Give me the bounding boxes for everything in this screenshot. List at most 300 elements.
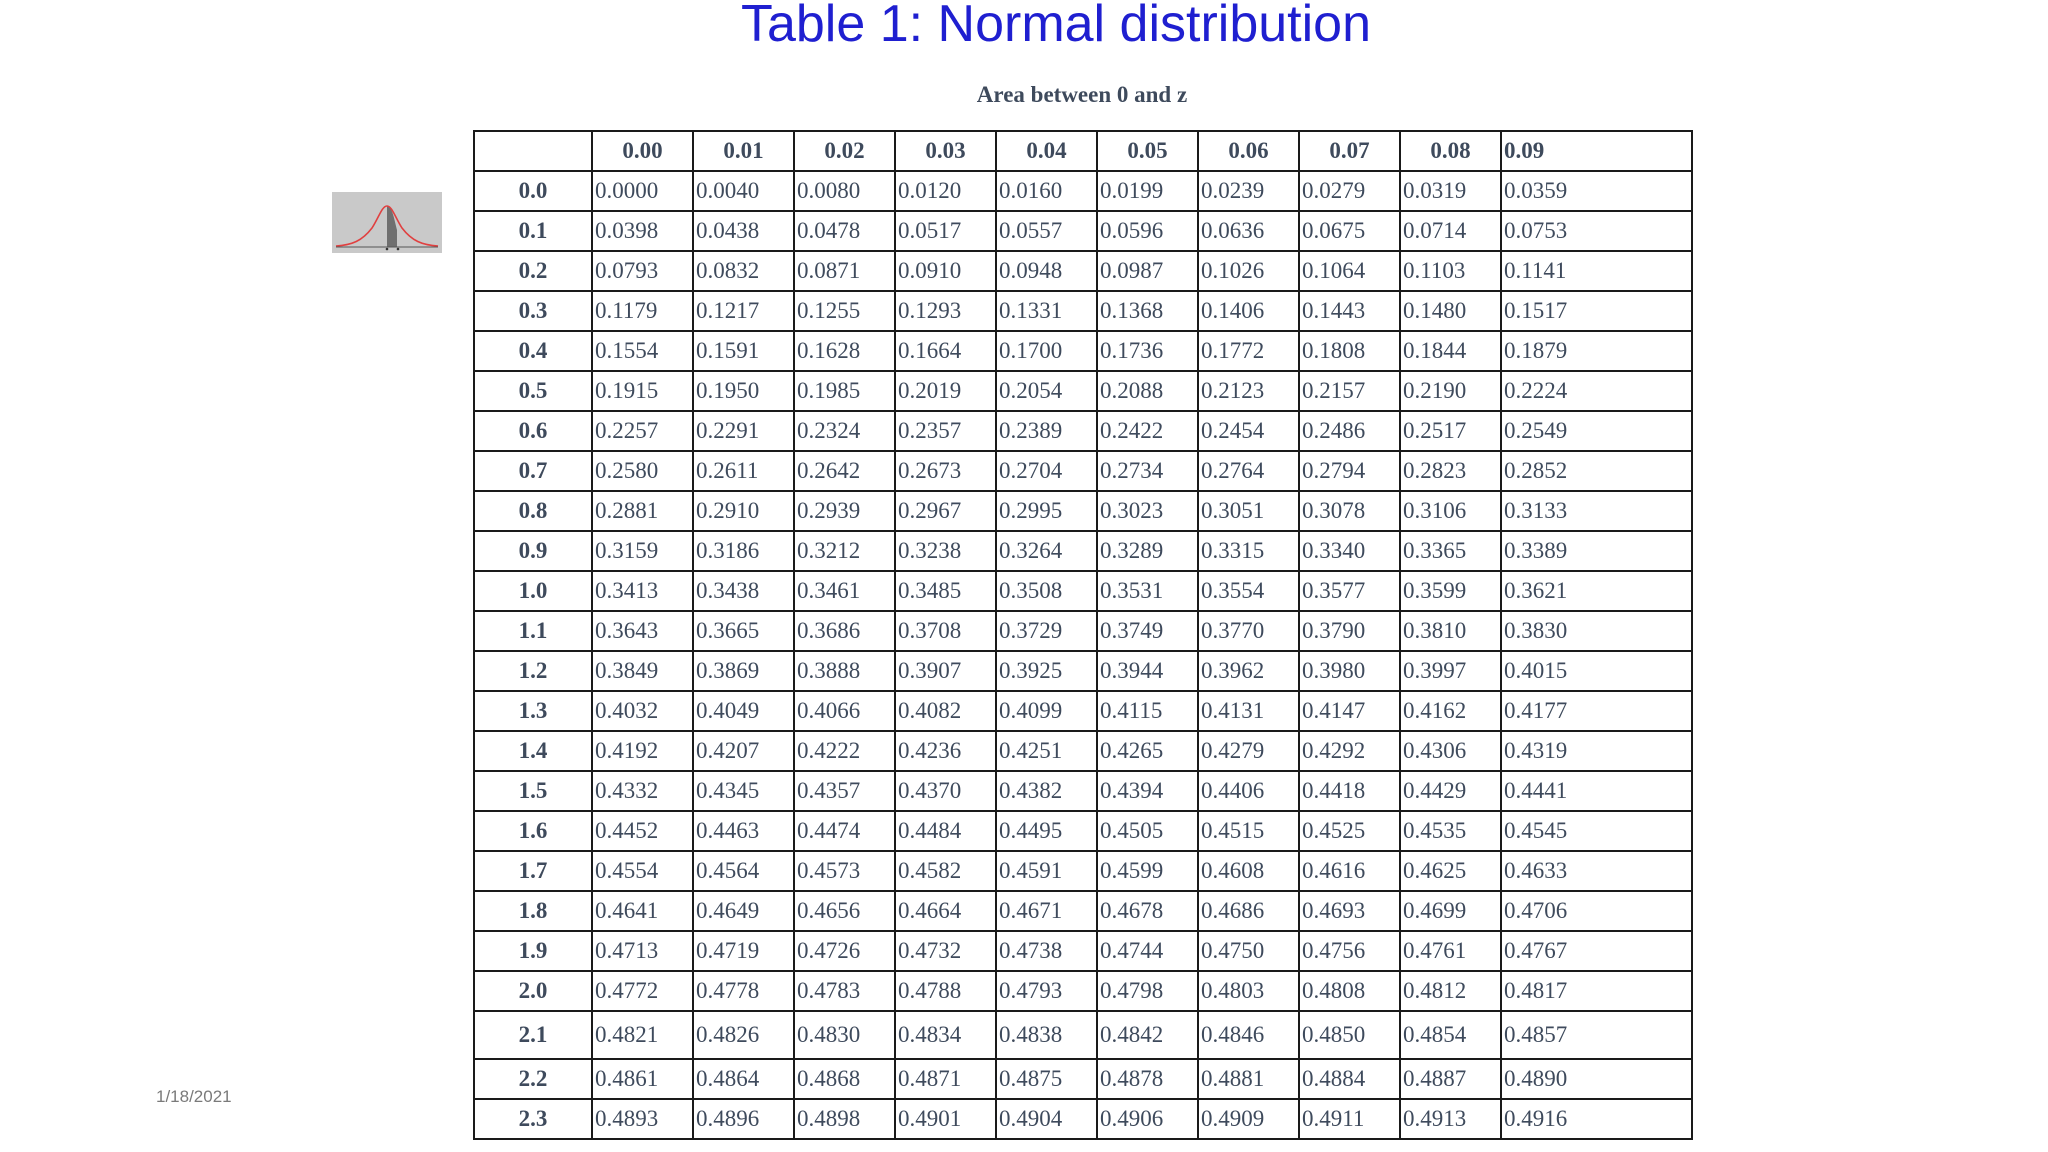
table-cell: 0.2881 [592, 491, 693, 531]
row-header-z: 1.4 [474, 731, 592, 771]
table-row [474, 1011, 1692, 1059]
table-cell: 0.3133 [1501, 491, 1692, 531]
table-cell: 0.4893 [592, 1099, 693, 1139]
table-cell: 0.4846 [1198, 1011, 1299, 1059]
table-cell: 0.2967 [895, 491, 996, 531]
table-cell: 0.4826 [693, 1011, 794, 1059]
table-cell: 0.3264 [996, 531, 1097, 571]
table-cell: 0.2157 [1299, 371, 1400, 411]
table-row [474, 571, 1692, 611]
column-header: 0.08 [1400, 131, 1501, 171]
table-cell: 0.4545 [1501, 811, 1692, 851]
table-cell: 0.3554 [1198, 571, 1299, 611]
table-cell: 0.0910 [895, 251, 996, 291]
table-cell: 0.4916 [1501, 1099, 1692, 1139]
table-cell: 0.1368 [1097, 291, 1198, 331]
table-cell: 0.4693 [1299, 891, 1400, 931]
row-header-z: 0.7 [474, 451, 592, 491]
table-cell: 0.0319 [1400, 171, 1501, 211]
table-cell: 0.2257 [592, 411, 693, 451]
table-cell: 0.2291 [693, 411, 794, 451]
table-cell: 0.0793 [592, 251, 693, 291]
table-cell: 0.2910 [693, 491, 794, 531]
table-cell: 0.4649 [693, 891, 794, 931]
table-cell: 0.3980 [1299, 651, 1400, 691]
table-cell: 0.2939 [794, 491, 895, 531]
table-body [474, 171, 1692, 1139]
table-cell: 0.4868 [794, 1059, 895, 1099]
table-cell: 0.4881 [1198, 1059, 1299, 1099]
table-row [474, 1099, 1692, 1139]
table-cell: 0.4812 [1400, 971, 1501, 1011]
table-cell: 0.0714 [1400, 211, 1501, 251]
table-cell: 0.1844 [1400, 331, 1501, 371]
table-cell: 0.2123 [1198, 371, 1299, 411]
table-cell: 0.4306 [1400, 731, 1501, 771]
table-cell: 0.0987 [1097, 251, 1198, 291]
table-row [474, 691, 1692, 731]
table-cell: 0.1103 [1400, 251, 1501, 291]
table-cell: 0.4834 [895, 1011, 996, 1059]
table-cell: 0.3621 [1501, 571, 1692, 611]
table-cell: 0.2422 [1097, 411, 1198, 451]
table-cell: 0.2764 [1198, 451, 1299, 491]
table-cell: 0.1664 [895, 331, 996, 371]
table-cell: 0.4535 [1400, 811, 1501, 851]
table-cell: 0.4292 [1299, 731, 1400, 771]
normal-curve-thumbnail [332, 192, 442, 253]
table-row [474, 371, 1692, 411]
table-cell: 0.2704 [996, 451, 1097, 491]
table-cell: 0.4066 [794, 691, 895, 731]
row-header-z: 1.1 [474, 611, 592, 651]
table-cell: 0.4767 [1501, 931, 1692, 971]
table-cell: 0.4686 [1198, 891, 1299, 931]
table-cell: 0.1443 [1299, 291, 1400, 331]
row-header-z: 1.6 [474, 811, 592, 851]
table-cell: 0.3708 [895, 611, 996, 651]
table-cell: 0.4671 [996, 891, 1097, 931]
row-header-z: 0.4 [474, 331, 592, 371]
table-row [474, 611, 1692, 651]
table-cell: 0.0636 [1198, 211, 1299, 251]
table-cell: 0.4875 [996, 1059, 1097, 1099]
table-cell: 0.1217 [693, 291, 794, 331]
table-cell: 0.0478 [794, 211, 895, 251]
column-header: 0.05 [1097, 131, 1198, 171]
table-cell: 0.2054 [996, 371, 1097, 411]
table-cell: 0.4406 [1198, 771, 1299, 811]
row-header-z: 2.2 [474, 1059, 592, 1099]
table-row [474, 331, 1692, 371]
table-cell: 0.2324 [794, 411, 895, 451]
table-cell: 0.0199 [1097, 171, 1198, 211]
table-cell: 0.4115 [1097, 691, 1198, 731]
table-cell: 0.3944 [1097, 651, 1198, 691]
table-cell: 0.2486 [1299, 411, 1400, 451]
table-cell: 0.1879 [1501, 331, 1692, 371]
table-cell: 0.4370 [895, 771, 996, 811]
table-cell: 0.3888 [794, 651, 895, 691]
table-cell: 0.2389 [996, 411, 1097, 451]
table-cell: 0.2517 [1400, 411, 1501, 451]
table-cell: 0.4842 [1097, 1011, 1198, 1059]
row-header-z: 1.8 [474, 891, 592, 931]
table-cell: 0.4904 [996, 1099, 1097, 1139]
table-cell: 0.3159 [592, 531, 693, 571]
table-row [474, 171, 1692, 211]
table-cell: 0.1026 [1198, 251, 1299, 291]
column-header: 0.02 [794, 131, 895, 171]
table-cell: 0.0040 [693, 171, 794, 211]
table-cell: 0.1915 [592, 371, 693, 411]
table-cell: 0.3925 [996, 651, 1097, 691]
table-cell: 0.4821 [592, 1011, 693, 1059]
table-cell: 0.4582 [895, 851, 996, 891]
table-cell: 0.4207 [693, 731, 794, 771]
table-cell: 0.4441 [1501, 771, 1692, 811]
table-cell: 0.4778 [693, 971, 794, 1011]
table-cell: 0.4750 [1198, 931, 1299, 971]
table-cell: 0.3461 [794, 571, 895, 611]
column-header: 0.01 [693, 131, 794, 171]
column-header: 0.03 [895, 131, 996, 171]
table-cell: 0.4332 [592, 771, 693, 811]
table-header-row [474, 131, 1692, 171]
table-cell: 0.2611 [693, 451, 794, 491]
table-cell: 0.4817 [1501, 971, 1692, 1011]
table-cell: 0.4554 [592, 851, 693, 891]
row-header-z: 1.7 [474, 851, 592, 891]
table-cell: 0.3665 [693, 611, 794, 651]
table-cell: 0.2794 [1299, 451, 1400, 491]
table-cell: 0.2357 [895, 411, 996, 451]
table-cell: 0.4808 [1299, 971, 1400, 1011]
table-cell: 0.4732 [895, 931, 996, 971]
table-cell: 0.4854 [1400, 1011, 1501, 1059]
table-row [474, 891, 1692, 931]
row-header-z: 1.0 [474, 571, 592, 611]
table-cell: 0.3599 [1400, 571, 1501, 611]
table-cell: 0.3770 [1198, 611, 1299, 651]
table-cell: 0.0557 [996, 211, 1097, 251]
table-cell: 0.4625 [1400, 851, 1501, 891]
row-header-z: 2.3 [474, 1099, 592, 1139]
table-cell: 0.2673 [895, 451, 996, 491]
table-cell: 0.2454 [1198, 411, 1299, 451]
table-subtitle: Area between 0 and z [976, 82, 1188, 107]
table-cell: 0.4394 [1097, 771, 1198, 811]
table-row [474, 851, 1692, 891]
normal-curve-icon [332, 192, 442, 253]
table-cell: 0.4678 [1097, 891, 1198, 931]
table-cell: 0.4744 [1097, 931, 1198, 971]
table-cell: 0.0160 [996, 171, 1097, 211]
row-header-z: 0.9 [474, 531, 592, 571]
table-cell: 0.4641 [592, 891, 693, 931]
table-cell: 0.4525 [1299, 811, 1400, 851]
table-cell: 0.4418 [1299, 771, 1400, 811]
table-cell: 0.3051 [1198, 491, 1299, 531]
table-cell: 0.0279 [1299, 171, 1400, 211]
table-cell: 0.4909 [1198, 1099, 1299, 1139]
table-cell: 0.3830 [1501, 611, 1692, 651]
table-cell: 0.4726 [794, 931, 895, 971]
row-header-z: 0.1 [474, 211, 592, 251]
table-cell: 0.1950 [693, 371, 794, 411]
table-cell: 0.2823 [1400, 451, 1501, 491]
table-cell: 0.3106 [1400, 491, 1501, 531]
table-cell: 0.3749 [1097, 611, 1198, 651]
row-header-z: 1.3 [474, 691, 592, 731]
table-cell: 0.4015 [1501, 651, 1692, 691]
table-cell: 0.4830 [794, 1011, 895, 1059]
table-cell: 0.4756 [1299, 931, 1400, 971]
table-cell: 0.4878 [1097, 1059, 1198, 1099]
table-cell: 0.3686 [794, 611, 895, 651]
table-cell: 0.4131 [1198, 691, 1299, 731]
table-cell: 0.4838 [996, 1011, 1097, 1059]
table-cell: 0.3389 [1501, 531, 1692, 571]
table-row [474, 731, 1692, 771]
table-cell: 0.4608 [1198, 851, 1299, 891]
table-cell: 0.3438 [693, 571, 794, 611]
table-cell: 0.4265 [1097, 731, 1198, 771]
table-row [474, 931, 1692, 971]
table-cell: 0.4162 [1400, 691, 1501, 731]
table-cell: 0.3729 [996, 611, 1097, 651]
table-cell: 0.4871 [895, 1059, 996, 1099]
table-cell: 0.4761 [1400, 931, 1501, 971]
table-row [474, 411, 1692, 451]
table-row [474, 291, 1692, 331]
table-cell: 0.4706 [1501, 891, 1692, 931]
table-cell: 0.4495 [996, 811, 1097, 851]
table-cell: 0.4452 [592, 811, 693, 851]
table-cell: 0.4850 [1299, 1011, 1400, 1059]
table-cell: 0.2190 [1400, 371, 1501, 411]
table-cell: 0.1480 [1400, 291, 1501, 331]
table-cell: 0.3810 [1400, 611, 1501, 651]
table-cell: 0.0120 [895, 171, 996, 211]
table-cell: 0.3790 [1299, 611, 1400, 651]
table-cell: 0.2580 [592, 451, 693, 491]
table-cell: 0.4032 [592, 691, 693, 731]
table-cell: 0.4911 [1299, 1099, 1400, 1139]
table-cell: 0.3577 [1299, 571, 1400, 611]
table-cell: 0.4599 [1097, 851, 1198, 891]
row-header-z: 0.2 [474, 251, 592, 291]
column-header: 0.04 [996, 131, 1097, 171]
table-cell: 0.4864 [693, 1059, 794, 1099]
table-cell: 0.4319 [1501, 731, 1692, 771]
table-cell: 0.2549 [1501, 411, 1692, 451]
table-cell: 0.4147 [1299, 691, 1400, 731]
row-header-z: 0.3 [474, 291, 592, 331]
table-cell: 0.3997 [1400, 651, 1501, 691]
table-cell: 0.4788 [895, 971, 996, 1011]
table-cell: 0.2734 [1097, 451, 1198, 491]
table-cell: 0.2224 [1501, 371, 1692, 411]
table-row [474, 811, 1692, 851]
table-cell: 0.0832 [693, 251, 794, 291]
table-cell: 0.0948 [996, 251, 1097, 291]
table-row [474, 651, 1692, 691]
table-cell: 0.1628 [794, 331, 895, 371]
table-cell: 0.4890 [1501, 1059, 1692, 1099]
table-cell: 0.4656 [794, 891, 895, 931]
table-row [474, 1059, 1692, 1099]
table-row [474, 531, 1692, 571]
table-cell: 0.1808 [1299, 331, 1400, 371]
table-cell: 0.0871 [794, 251, 895, 291]
table-cell: 0.2642 [794, 451, 895, 491]
table-cell: 0.4345 [693, 771, 794, 811]
table-cell: 0.1141 [1501, 251, 1692, 291]
table-row [474, 771, 1692, 811]
table-cell: 0.4251 [996, 731, 1097, 771]
table-cell: 0.4798 [1097, 971, 1198, 1011]
table-cell: 0.4515 [1198, 811, 1299, 851]
table-cell: 0.3643 [592, 611, 693, 651]
table-cell: 0.4861 [592, 1059, 693, 1099]
row-header-z: 1.9 [474, 931, 592, 971]
table-cell: 0.3238 [895, 531, 996, 571]
row-header-z: 1.5 [474, 771, 592, 811]
table-cell: 0.1700 [996, 331, 1097, 371]
table-cell: 0.3289 [1097, 531, 1198, 571]
table-cell: 0.4713 [592, 931, 693, 971]
table-cell: 0.0753 [1501, 211, 1692, 251]
table-cell: 0.1255 [794, 291, 895, 331]
table-cell: 0.4236 [895, 731, 996, 771]
table-cell: 0.0359 [1501, 171, 1692, 211]
table-cell: 0.4793 [996, 971, 1097, 1011]
table-cell: 0.2019 [895, 371, 996, 411]
table-cell: 0.3869 [693, 651, 794, 691]
table-cell: 0.0239 [1198, 171, 1299, 211]
table-cell: 0.4564 [693, 851, 794, 891]
row-header-z: 2.1 [474, 1011, 592, 1059]
table-row [474, 451, 1692, 491]
table-cell: 0.2995 [996, 491, 1097, 531]
table-cell: 0.1064 [1299, 251, 1400, 291]
table-cell: 0.3907 [895, 651, 996, 691]
table-cell: 0.4906 [1097, 1099, 1198, 1139]
table-cell: 0.4783 [794, 971, 895, 1011]
table-cell: 0.4772 [592, 971, 693, 1011]
table-corner-cell [474, 131, 592, 171]
table-cell: 0.0080 [794, 171, 895, 211]
table-cell: 0.4505 [1097, 811, 1198, 851]
table-cell: 0.3849 [592, 651, 693, 691]
row-header-z: 0.6 [474, 411, 592, 451]
table-cell: 0.4484 [895, 811, 996, 851]
row-header-z: 1.2 [474, 651, 592, 691]
table-cell: 0.0438 [693, 211, 794, 251]
table-cell: 0.1772 [1198, 331, 1299, 371]
table-cell: 0.0517 [895, 211, 996, 251]
table-cell: 0.3212 [794, 531, 895, 571]
table-row [474, 971, 1692, 1011]
table-cell: 0.4901 [895, 1099, 996, 1139]
table-cell: 0.4898 [794, 1099, 895, 1139]
table-cell: 0.4616 [1299, 851, 1400, 891]
table-cell: 0.4633 [1501, 851, 1692, 891]
table-cell: 0.3508 [996, 571, 1097, 611]
row-header-z: 0.0 [474, 171, 592, 211]
table-cell: 0.3023 [1097, 491, 1198, 531]
table-cell: 0.3340 [1299, 531, 1400, 571]
table-cell: 0.4573 [794, 851, 895, 891]
table-row [474, 491, 1692, 531]
table-cell: 0.4699 [1400, 891, 1501, 931]
table-cell: 0.4222 [794, 731, 895, 771]
table-cell: 0.4857 [1501, 1011, 1692, 1059]
table-cell: 0.4357 [794, 771, 895, 811]
row-header-z: 2.0 [474, 971, 592, 1011]
table-cell: 0.4082 [895, 691, 996, 731]
table-cell: 0.2852 [1501, 451, 1692, 491]
slide-date: 1/18/2021 [156, 1087, 232, 1106]
column-header: 0.06 [1198, 131, 1299, 171]
table-cell: 0.3962 [1198, 651, 1299, 691]
column-header: 0.09 [1501, 131, 1692, 171]
table-cell: 0.1554 [592, 331, 693, 371]
table-cell: 0.1331 [996, 291, 1097, 331]
z-table [473, 130, 1693, 1140]
table-cell: 0.2088 [1097, 371, 1198, 411]
table-cell: 0.1406 [1198, 291, 1299, 331]
table-cell: 0.0675 [1299, 211, 1400, 251]
table-cell: 0.4738 [996, 931, 1097, 971]
table-cell: 0.1179 [592, 291, 693, 331]
table-cell: 0.4887 [1400, 1059, 1501, 1099]
column-header: 0.00 [592, 131, 693, 171]
table-cell: 0.3413 [592, 571, 693, 611]
table-cell: 0.1985 [794, 371, 895, 411]
table-cell: 0.4463 [693, 811, 794, 851]
table-cell: 0.3531 [1097, 571, 1198, 611]
table-cell: 0.1591 [693, 331, 794, 371]
table-cell: 0.4719 [693, 931, 794, 971]
row-header-z: 0.8 [474, 491, 592, 531]
table-cell: 0.1293 [895, 291, 996, 331]
table-cell: 0.3365 [1400, 531, 1501, 571]
table-cell: 0.4474 [794, 811, 895, 851]
table-cell: 0.4664 [895, 891, 996, 931]
table-row [474, 211, 1692, 251]
table-cell: 0.3078 [1299, 491, 1400, 531]
table-cell: 0.4591 [996, 851, 1097, 891]
table-cell: 0.4896 [693, 1099, 794, 1139]
table-cell: 0.4884 [1299, 1059, 1400, 1099]
slide-title: Table 1: Normal distribution [740, 0, 1372, 53]
column-header: 0.07 [1299, 131, 1400, 171]
table-cell: 0.0000 [592, 171, 693, 211]
table-cell: 0.0398 [592, 211, 693, 251]
table-cell: 0.4429 [1400, 771, 1501, 811]
table-cell: 0.4279 [1198, 731, 1299, 771]
table-cell: 0.3485 [895, 571, 996, 611]
table-row [474, 251, 1692, 291]
table-cell: 0.4192 [592, 731, 693, 771]
row-header-z: 0.5 [474, 371, 592, 411]
table-cell: 0.4099 [996, 691, 1097, 731]
table-cell: 0.0596 [1097, 211, 1198, 251]
table-cell: 0.1736 [1097, 331, 1198, 371]
table-cell: 0.4913 [1400, 1099, 1501, 1139]
